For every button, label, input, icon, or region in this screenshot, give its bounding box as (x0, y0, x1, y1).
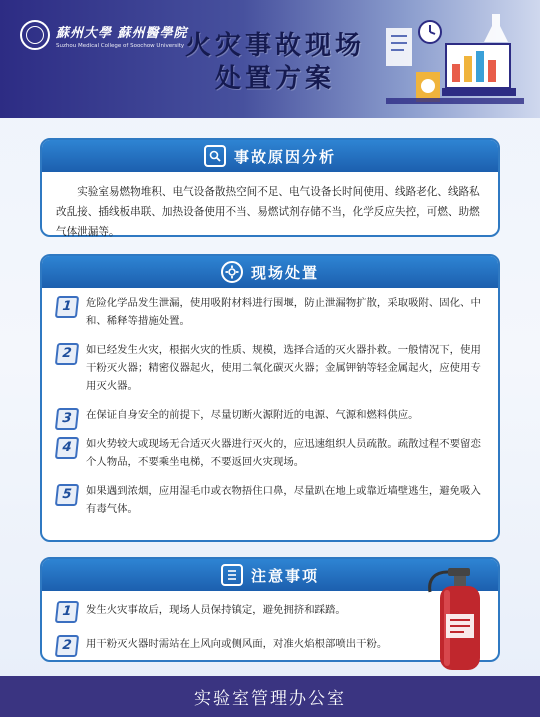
onsite-section-header (42, 256, 498, 288)
title-line-1: 火灾事故现场 (184, 31, 365, 61)
item-text: 危险化学品发生泄漏，使用吸附材料进行围堰，防止泄漏物扩散，采取吸附、固化、中和、稀释等措施处置。 (86, 297, 481, 327)
list-item (50, 406, 490, 424)
logo-english-name: Suzhou Medical College of Soochow University (56, 42, 185, 49)
page-title (175, 30, 375, 96)
office-illustration-icon (380, 6, 530, 114)
footer-bar (0, 676, 540, 717)
item-text: 如已经发生火灾，根据火灾的性质、规模，选择合适的灭火器扑救。一般情况下，使用干粉灭火器；精密仪器起火，使用二氧化碳灭火器；金属钾钠等轻金属起火，应使用专用灭火器。 (86, 344, 481, 392)
item-text: 如果遇到浓烟，应用湿毛巾或衣物捂住口鼻，尽量趴在地上或靠近墙壁逃生，避免吸入有毒气体。 (86, 485, 481, 515)
list-item (50, 341, 490, 395)
item-number-badge: 1 (55, 601, 79, 623)
list-item (50, 435, 490, 471)
item-text: 发生火灾事故后，现场人员保持镇定，避免拥挤和踩踏。 (86, 604, 346, 616)
logo-chinese-name: 蘇州大學 蘇州醫學院 (56, 25, 188, 41)
cause-section-header (42, 140, 498, 172)
university-seal-icon (20, 20, 50, 50)
list-icon (221, 564, 243, 586)
cause-analysis-section (40, 138, 500, 237)
fire-extinguisher-icon (418, 562, 498, 674)
item-number-badge: 4 (55, 437, 79, 459)
item-text: 在保证自身安全的前提下，尽量切断火源附近的电源、气源和燃料供应。 (86, 409, 419, 421)
title-line-2: 处置方案 (214, 64, 335, 94)
item-number-badge: 5 (55, 484, 79, 506)
item-number-badge: 1 (55, 296, 79, 318)
cause-section-title: 事故原因分析 (233, 147, 336, 166)
item-text: 用干粉灭火器时需站在上风向或侧风面，对准火焰根部喷出干粉。 (86, 638, 388, 650)
cause-description: 实验室易燃物堆积、电气设备散热空间不足、电气设备长时间使用、线路老化、线路私改乱接、插线板串联、加热设备使用不当、易燃试剂存储不当，化学反应失控，可燃、助燃气体泄漏等。 (56, 186, 480, 238)
university-logo (20, 20, 188, 50)
search-document-icon (204, 145, 226, 167)
onsite-section-title: 现场处置 (250, 263, 319, 282)
item-number-badge: 2 (55, 343, 79, 365)
item-text: 如火势较大或现场无合适灭火器进行灭火的，应迅速组织人员疏散。疏散过程不要留恋个人物品，不要乘坐电梯，不要返回火灾现场。 (86, 438, 481, 468)
list-item (50, 482, 490, 518)
onsite-handling-section (40, 254, 500, 542)
list-item (50, 294, 490, 330)
item-number-badge: 2 (55, 635, 79, 657)
footer-office-name: 实验室管理办公室 (194, 689, 346, 709)
gear-icon (221, 261, 243, 283)
item-number-badge: 3 (55, 408, 79, 430)
header-banner (0, 0, 540, 118)
precautions-section-title: 注意事项 (250, 566, 319, 585)
